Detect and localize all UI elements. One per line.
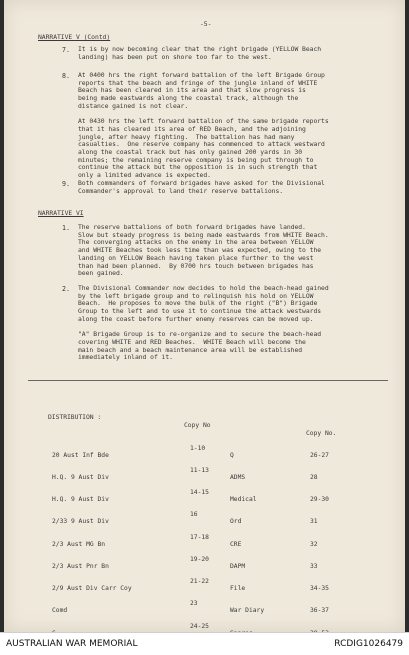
page-number: -5-: [200, 20, 212, 28]
paragraph-text: It is by now becoming clear that the right brigade (YELLOW Beach landing) has been put on shore too far to the west.: [78, 45, 322, 61]
item-number: 7.: [62, 46, 70, 54]
distribution-unit: War Diary: [230, 607, 265, 615]
archive-footer: [0, 632, 409, 655]
copy-number: 23: [190, 600, 198, 608]
distribution-unit: Q: [230, 451, 234, 459]
distribution-unit: File: [230, 585, 246, 593]
paragraph-text: The reserve battalions of both forward brigades have landed. Slow but steady progress is being made eastwards from WHITE Beach. The converging attacks on the enemy in the area between YELLOW and WHITE Beaches took less time than was expected, owing to the landing on YELLOW Beach having taken place further to the west than had been planned. By 0700 hrs touch between brigades has been gained.: [78, 223, 329, 278]
copy-no-header: Copy No.: [306, 430, 337, 437]
distribution-unit: H.Q. 9 Aust Div: [52, 474, 109, 482]
distribution-unit: 2/9 Aust Div Carr Coy: [52, 585, 132, 593]
distribution-unit: 2/3 Aust Pnr Bn: [52, 562, 109, 570]
copy-number: 21-22: [190, 578, 209, 586]
distribution-left-units: [52, 437, 132, 652]
distribution-unit: Medical: [230, 496, 257, 504]
distribution-heading: DISTRIBUTION :: [48, 413, 102, 421]
distribution-unit: CRE: [230, 540, 242, 548]
narrative-vi-heading: NARRATIVE VI: [38, 209, 84, 217]
distribution-left-copies: [190, 430, 209, 645]
copy-number: 34-35: [310, 585, 329, 593]
distribution-unit: DAPM: [230, 562, 246, 570]
copy-number: 24-25: [190, 622, 209, 630]
copy-number: 26-27: [310, 451, 329, 459]
item-number: 8.: [62, 72, 70, 80]
distribution-right-units: [230, 437, 264, 652]
copy-number: 33: [310, 562, 318, 570]
distribution-unit: 20 Aust Inf Bde: [52, 451, 109, 459]
copy-number: 19-20: [190, 555, 209, 563]
copy-number: 17-18: [190, 533, 209, 541]
distribution-unit: ADMS: [230, 474, 246, 482]
archive-name: AUSTRALIAN WAR MEMORIAL: [6, 639, 138, 649]
distribution-unit: 2/33 9 Aust Div: [52, 518, 109, 526]
copy-number: 31: [310, 518, 318, 526]
copy-no-header: Copy No: [184, 422, 211, 429]
item-number: 2.: [62, 285, 70, 293]
distribution-unit: 2/3 Aust MG Bn: [52, 540, 106, 548]
copy-number: 28: [310, 474, 318, 482]
document-id: RCDIG1026479: [334, 639, 403, 649]
paragraph-text: The Divisional Commander now decides to hold the beach-head gained by the left brigade group and to relinquish his hold on YELLOW Beach. He proposes to move the bulk of the right ("B") Brigade Group to the left and to use it to continue the attack westwards along the coast before further enemy reserves can be moved up. "A" Brigade Group is to re-organize and to secure the beach-head covering WHITE and RED Beaches. WHITE Beach will become the main beach and a beach maintenance area will be established immediately inland of it.: [78, 284, 329, 362]
item-number: 1.: [62, 224, 70, 232]
narrative-v-heading: NARRATIVE V (Contd): [38, 33, 111, 41]
paragraph-text: At 0400 hrs the right forward battalion of the left Brigade Group reports that the beach and fringe of the jungle inland of WHITE Beach has been cleared in its area and that slow progress is being made eastwards along the coastal track, although the distance gained is not clear. At 0430 hrs the left forward battalion of the same brigade reports that it has cleared its area of RED Beach, and the adjoining jungle, after heavy fighting. The battalion has had many casualties. One reserve company has commenced to attack westward along the coastal track but has only gained 200 yards in 30 minutes; the remaining reserve company is being put through to continue the attack but the opposition is in such strength that only a limited advance is expected.: [78, 71, 329, 180]
copy-number: 14-15: [190, 489, 209, 497]
distribution-unit: Ord: [230, 518, 242, 526]
distribution-unit: Comd: [52, 607, 68, 615]
copy-number: 32: [310, 540, 318, 548]
distribution-right-copies: [310, 437, 329, 652]
copy-number: 16: [190, 511, 198, 519]
paragraph-text: Both commanders of forward brigades have asked for the Divisional Commander's approval to land their reserve battalions.: [78, 179, 325, 195]
copy-number: 29-30: [310, 496, 329, 504]
copy-number: 36-37: [310, 607, 329, 615]
document-page: [4, 0, 405, 632]
copy-number: 11-13: [190, 467, 209, 475]
distribution-unit: H.Q. 9 Aust Div: [52, 496, 109, 504]
divider-line: [28, 380, 388, 381]
copy-number: 1-10: [190, 444, 206, 452]
item-number: 9.: [62, 180, 70, 188]
